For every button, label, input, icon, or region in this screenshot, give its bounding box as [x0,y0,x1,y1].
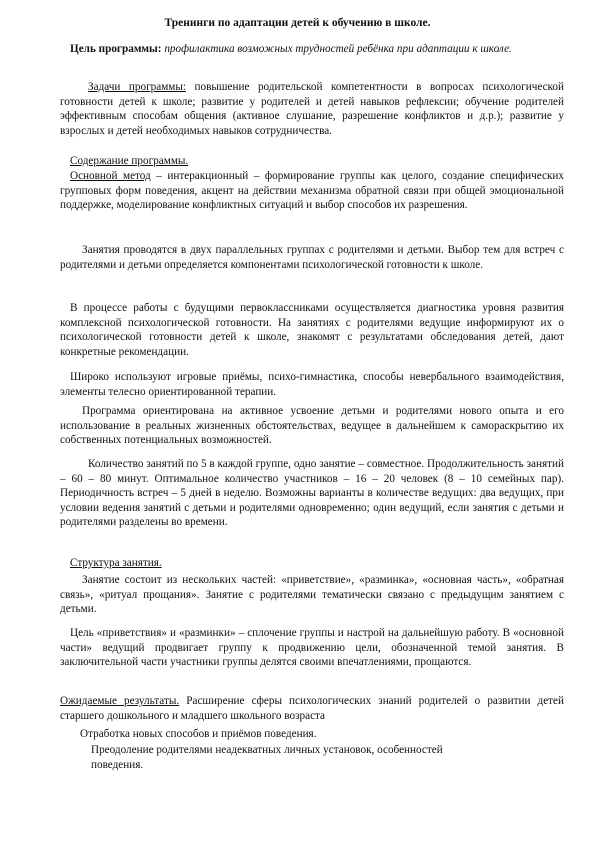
tasks-text: повышение родительской компетентности в вопросах психологической готовности детей к школе; развитие у родителей и детей навыков рефлексии; обучение родителей эффективным способам общения (активное слушание, разрешение конфликтов и д.р.); развитие у взрослых и детей необходимых навыков сотрудничества. [60,81,564,137]
tasks-label: Задачи программы: [88,81,187,93]
paragraph-diagnostics: В процессе работы с будущими первоклассниками осуществляется диагностика уровня развития комплексной психологической готовности. На занятиях с родителями ведущие информируют их о психологической готовности детей к школе, знакомят с результатами обследования детей, дают конкретные рекомендации. [60,302,564,358]
method-text: – интеракционный – формирование группы как целого, создание специфических групповых форм поведения, акцент на действии механизма обратной связи при общей эмоциональной поддержке, моделирование конфликтных ситуаций и выбор способов их разрешения. [60,170,564,212]
paragraph-methods: Широко используют игровые приёмы, психо-гимнастика, способы невербального взаимодействия, элементы телесно ориентированной терапии. [60,371,564,398]
structure-heading [60,556,564,571]
paragraph-groups: Занятия проводятся в двух параллельных группах с родителями и детьми. Выбор тем для встреч с родителями и детьми определяется компонентами психологической готовности к школе. [60,244,564,271]
goal-label: Цель программы: [70,43,162,55]
results-label: Ожидаемые результаты. [60,695,180,707]
results-text: Расширение сферы психологических знаний родителей о развитии детей старшего дошкольного и младшего школьного возраста [60,695,564,722]
content-heading [60,154,564,169]
paragraph-orientation: Программа ориентирована на активное усвоение детьми и родителями нового опыта и его использование в реальных жизненных обстоятельствах, ведущее в дальнейшем к самораскрытию их собственных потенциальных возможностей. [60,405,564,447]
results-item: Отработка новых способов и приёмов поведения. [80,728,317,740]
structure-paragraph-goal: Цель «приветствия» и «разминки» – сплочение группы и настрой на дальнейшую работу. В «основной части» ведущий продвигает группу к продвижению цели, обозначенной темой занятия. В заключительной части участники группы делятся своими впечатлениями, прощаются. [60,627,564,669]
goal-paragraph [60,42,564,57]
method-label: Основной метод [70,170,151,182]
structure-paragraph-parts: Занятие состоит из нескольких частей: «приветствие», «разминка», «основная часть», «обратная связь», «ритуал прощания». Занятие с родителями тематически связано с предыдущим занятием с детьми. [60,574,564,616]
tasks-paragraph [60,80,564,138]
method-paragraph [60,169,564,213]
paragraph-schedule: Количество занятий по 5 в каждой группе, одно занятие – совместное. Продолжительность занятий – 60 – 80 минут. Оптимальное количество участников – 16 – 20 человек (8 – 10 семейных пар). Периодичность встреч – 5 дней в неделю. Возможны варианты в количестве ведущих: два ведущих, при условии ведения занятий с детьми и родителями одновременно; один ведущий, если занятия с детьми и родителями разделены во времени. [60,458,564,529]
results-item: Преодоление родителями неадекватных личных установок, особенностей поведения. [91,744,443,771]
results-paragraph [60,694,564,723]
structure-heading-text: Структура занятия. [70,557,162,569]
goal-text: профилактика возможных трудностей ребёнка при адаптации к школе. [161,43,512,55]
document-title: Тренинги по адаптации детей к обучению в школе. [164,17,431,29]
content-heading-text: Содержание программы. [70,155,189,167]
